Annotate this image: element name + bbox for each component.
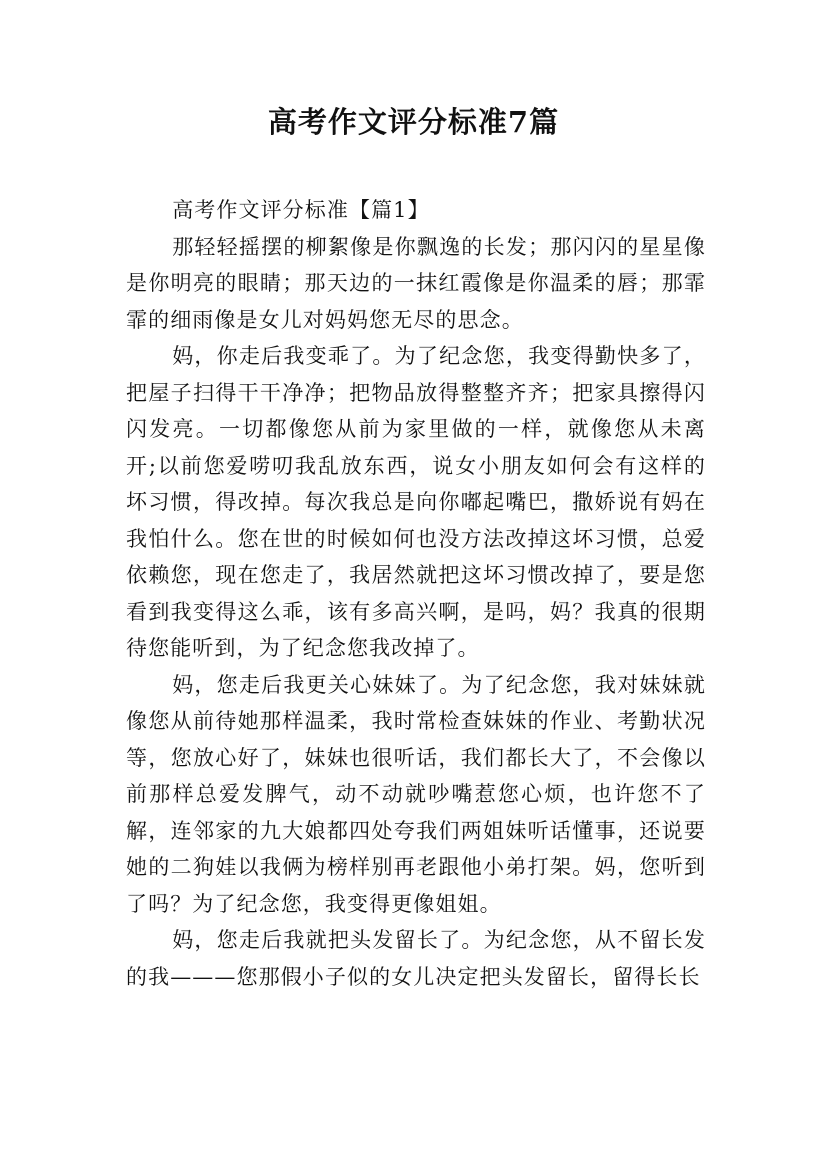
section-heading: 高考作文评分标准【篇1】: [172, 198, 430, 222]
paragraph: 那轻轻摇摆的柳絮像是你飘逸的长发；那闪闪的星星像是你明亮的眼睛；那天边的一抹红霞像是你温柔的唇；那霏霏的细雨像是女儿对妈妈您无尽的思念。: [126, 234, 706, 332]
paragraph: 妈，您走后我更关心妹妹了。为了纪念您，我对妹妹就像您从前待她那样温柔，我时常检查妹妹的作业、考勤状况等，您放心好了，妹妹也很听话，我们都长大了，不会像以前那样总爱发脾气，动不动就吵嘴惹您心烦，也许您不了解，连邻家的九大娘都四处夸我们两姐妹听话懂事，还说要她的二狗娃以我俩为榜样别再老跟他小弟打架。妈，您听到了吗？为了纪念您，我变得更像姐姐。: [126, 672, 706, 916]
paragraph: 妈，你走后我变乖了。为了纪念您，我变得勤快多了，把屋子扫得干干净净；把物品放得整整齐齐；把家具擦得闪闪发亮。一切都像您从前为家里做的一样，就像您从未离开;以前您爱唠叨我乱放东西，说女小朋友如何会有这样的坏习惯，得改掉。每次我总是向你嘟起嘴巴，撒娇说有妈在我怕什么。您在世的时候如何也没方法改掉这坏习惯，总爱依赖您，现在您走了，我居然就把这坏习惯改掉了，要是您看到我变得这么乖，该有多高兴啊，是吗，妈？我真的很期待您能听到，为了纪念您我改掉了。: [126, 344, 706, 660]
paragraph: 妈，您走后我就把头发留长了。为纪念您，从不留长发的我———您那假小子似的女儿决定把头发留长，留得长长: [126, 928, 706, 989]
document-title: 高考作文评分标准7篇: [267, 105, 560, 139]
document-body: [126, 192, 706, 995]
